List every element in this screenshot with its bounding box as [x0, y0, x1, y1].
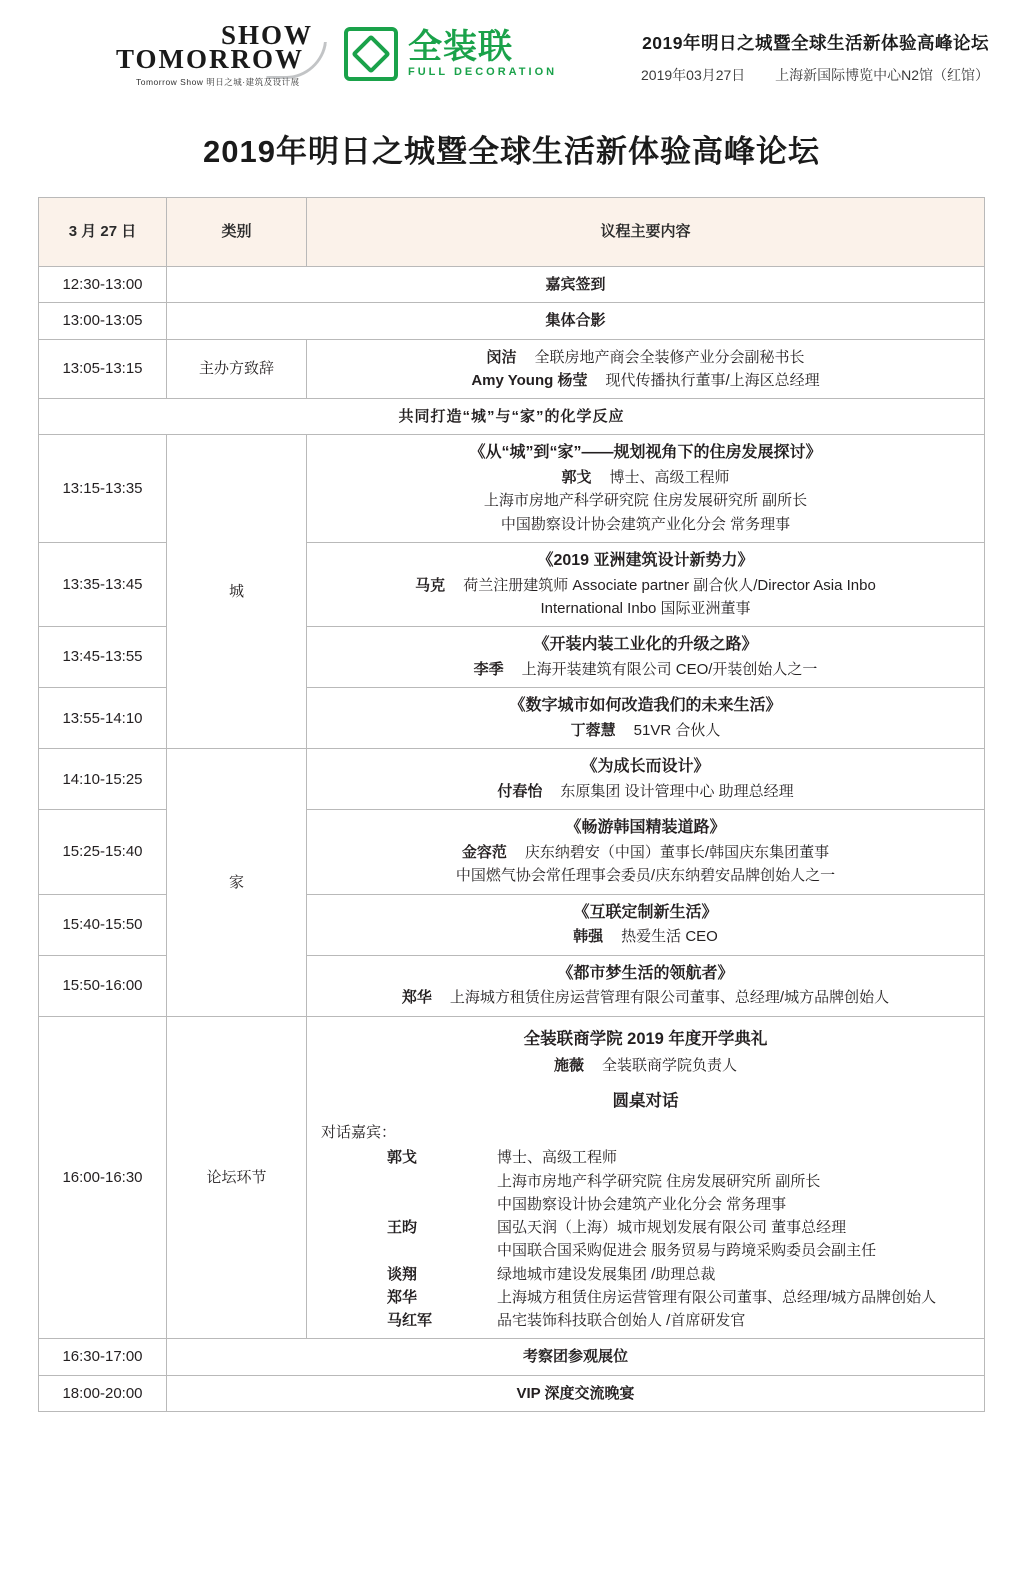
talk-title: 《为成长而设计》	[581, 758, 710, 776]
swoosh-icon	[266, 42, 327, 79]
col-header-content: 议程主要内容	[307, 198, 985, 267]
row-category: 城	[167, 435, 307, 749]
row-time: 13:55-14:10	[39, 688, 167, 749]
row-time: 12:30-13:00	[39, 267, 167, 303]
table-row	[39, 267, 985, 303]
page-header	[0, 0, 1023, 96]
ceremony-speaker	[315, 1054, 976, 1081]
row-category: 家	[167, 749, 307, 1016]
talk-title: 《互联定制新生活》	[573, 903, 718, 921]
section-title: 共同打造“城”与“家”的化学反应	[39, 399, 985, 435]
row-time: 15:25-15:40	[39, 810, 167, 894]
speaker-desc: 中国勘察设计协会建筑产业化分会 常务理事	[500, 515, 791, 533]
guest-spacer	[387, 1239, 487, 1262]
row-content	[307, 1016, 985, 1339]
ceremony-title: 全装联商学院 2019 年度开学典礼	[523, 1029, 768, 1048]
table-section-row	[39, 399, 985, 435]
agenda-table	[38, 197, 985, 1412]
talk-title: 《开装内装工业化的升级之路》	[533, 636, 758, 654]
speaker-line	[315, 780, 976, 803]
speaker-line	[315, 658, 976, 681]
row-time: 13:45-13:55	[39, 627, 167, 688]
header-event-meta	[641, 65, 989, 85]
row-content: 考察团参观展位	[167, 1339, 985, 1375]
speaker-line	[315, 841, 976, 864]
row-time: 15:50-16:00	[39, 955, 167, 1016]
guest-name: 谈翔	[387, 1265, 418, 1283]
guest-desc: 中国联合国采购促进会 服务贸易与跨境采购委员会副主任	[497, 1242, 877, 1260]
guest-spacer	[387, 1193, 487, 1216]
speaker-name: 韩强	[573, 928, 604, 946]
agenda-table-header	[39, 198, 985, 267]
guest-spacer	[387, 1170, 487, 1193]
speaker-desc: 上海城方租赁住房运营管理有限公司董事、总经理/城方品牌创始人	[449, 989, 890, 1007]
speaker-name: 郑华	[401, 989, 432, 1007]
guest-desc: 品宅装饰科技联合创始人 /首席研发官	[497, 1312, 746, 1329]
row-content	[307, 688, 985, 749]
row-time: 13:35-13:45	[39, 542, 167, 626]
table-row	[39, 1375, 985, 1411]
header-event-venue: 上海新国际博览中心N2馆（红馆）	[775, 67, 989, 83]
speaker-desc: 中国燃气协会常任理事会委员/庆东纳碧安品牌创始人之一	[455, 867, 836, 885]
row-time: 16:00-16:30	[39, 1016, 167, 1339]
row-content	[307, 810, 985, 894]
speaker-desc: 上海市房地产科学研究院 住房发展研究所 副所长	[483, 492, 808, 510]
speaker-desc: 全联房地产商会全装修产业分会副秘书长	[534, 348, 805, 366]
speaker-desc: 全装联商学院负责人	[602, 1057, 738, 1075]
guest-desc: 上海城方租赁住房运营管理有限公司董事、总经理/城方品牌创始人	[497, 1288, 937, 1306]
row-time: 14:10-15:25	[39, 749, 167, 810]
quanzhuanglian-logo-en: FULL DECORATION	[408, 65, 558, 78]
talk-title: 《畅游韩国精装道路》	[565, 819, 726, 837]
speaker-line	[315, 925, 976, 948]
guest-name: 马红军	[387, 1312, 433, 1329]
speaker-line	[315, 986, 976, 1009]
quanzhuanglian-mark-icon	[344, 27, 398, 81]
row-time: 16:30-17:00	[39, 1339, 167, 1375]
row-content	[307, 542, 985, 626]
speaker-name: 李季	[473, 660, 504, 678]
speaker-line	[315, 369, 976, 392]
row-content	[307, 627, 985, 688]
guest-desc: 中国勘察设计协会建筑产业化分会 常务理事	[497, 1195, 787, 1213]
talk-title: 《都市梦生活的领航者》	[557, 964, 734, 982]
quanzhuanglian-logo-cn: 全装联	[408, 28, 513, 67]
row-content: VIP 深度交流晚宴	[167, 1375, 985, 1411]
speaker-line	[315, 719, 976, 742]
row-time: 13:15-13:35	[39, 435, 167, 543]
table-row	[39, 1016, 985, 1339]
row-content	[307, 339, 985, 399]
row-category: 论坛环节	[167, 1016, 307, 1339]
talk-title: 《数字城市如何改造我们的未来生活》	[509, 697, 782, 715]
speaker-name: 马克	[415, 576, 446, 594]
row-content	[307, 749, 985, 810]
speaker-name: 郭戈	[561, 469, 592, 487]
talk-title: 《从“城”到“家”——规划视角下的住房发展探讨》	[469, 444, 822, 462]
speaker-desc: 荷兰注册建筑师 Associate partner 副合伙人/Director Asia Inbo	[463, 576, 876, 594]
col-header-category: 类别	[167, 198, 307, 267]
guest-desc: 绿地城市建设发展集团 /助理总裁	[497, 1265, 716, 1283]
quanzhuanglian-logo	[344, 27, 557, 81]
guest-desc: 上海市房地产科学研究院 住房发展研究所 副所长	[497, 1172, 821, 1190]
header-event-title: 2019年明日之城暨全球生活新体验高峰论坛	[642, 33, 989, 53]
agenda-table-wrapper	[0, 197, 1023, 1448]
guests-label: 对话嘉宾：	[321, 1124, 397, 1141]
row-time: 13:05-13:15	[39, 339, 167, 399]
speaker-line	[315, 574, 976, 597]
row-content: 集体合影	[167, 303, 985, 339]
row-content	[307, 955, 985, 1016]
talk-title: 《2019 亚洲建筑设计新势力》	[537, 551, 754, 569]
tomorrow-show-logo	[116, 18, 326, 90]
header-event-date: 2019年03月27日	[641, 67, 746, 83]
speaker-desc: 上海开装建筑有限公司 CEO/开装创始人之一	[521, 660, 818, 678]
agenda-table-body	[39, 267, 985, 1412]
speaker-name: 金容范	[461, 844, 507, 862]
speaker-desc: 庆东纳碧安（中国）董事长/韩国庆东集团董事	[524, 844, 830, 862]
table-header-row	[39, 198, 985, 267]
guest-list	[315, 1146, 976, 1332]
speaker-name: 付春怡	[497, 782, 543, 800]
tomorrow-show-logo-subtitle: Tomorrow Show 明日之城·建筑及设计展	[136, 77, 300, 87]
speaker-name: 闵洁	[486, 348, 517, 366]
row-content	[307, 435, 985, 543]
guest-desc: 国弘天润（上海）城市规划发展有限公司 董事总经理	[497, 1219, 847, 1236]
table-row	[39, 339, 985, 399]
speaker-desc: 现代传播执行董事/上海区总经理	[605, 371, 820, 389]
row-category: 主办方致辞	[167, 339, 307, 399]
row-time: 18:00-20:00	[39, 1375, 167, 1411]
speaker-desc: 东原集团 设计管理中心 助理总经理	[560, 782, 794, 800]
table-row	[39, 435, 985, 543]
row-content	[307, 894, 985, 955]
roundtable-title: 圆桌对话	[612, 1092, 679, 1111]
tomorrow-show-logo-show: SHOW	[221, 20, 314, 50]
guest-desc: 博士、高级工程师	[497, 1149, 618, 1167]
row-content: 嘉宾签到	[167, 267, 985, 303]
col-header-date: 3 月 27 日	[39, 198, 167, 267]
table-row	[39, 303, 985, 339]
tomorrow-show-logo-tomorrow: TOMORROW	[116, 44, 305, 74]
speaker-line	[315, 346, 976, 369]
guest-name: 郑华	[387, 1288, 418, 1306]
table-row	[39, 749, 985, 810]
speaker-desc: 博士、高级工程师	[609, 469, 730, 487]
row-time: 13:00-13:05	[39, 303, 167, 339]
speaker-name: 丁蓉慧	[570, 721, 616, 739]
quanzhuanglian-logo-text	[408, 30, 557, 78]
speaker-line	[315, 466, 976, 489]
speaker-desc: 51VR 合伙人	[633, 721, 721, 739]
guest-name: 王昀	[387, 1219, 418, 1236]
speaker-name: 施薇	[553, 1057, 584, 1075]
speaker-desc: International Inbo 国际亚洲董事	[540, 599, 751, 617]
page-title: 2019年明日之城暨全球生活新体验高峰论坛	[203, 134, 820, 169]
logo-group	[26, 18, 557, 90]
speaker-desc: 热爱生活 CEO	[621, 928, 718, 946]
table-row	[39, 1339, 985, 1375]
header-info	[641, 18, 997, 85]
speaker-name: Amy Young 杨莹	[471, 371, 588, 389]
row-time: 15:40-15:50	[39, 894, 167, 955]
guest-name: 郭戈	[387, 1149, 418, 1167]
